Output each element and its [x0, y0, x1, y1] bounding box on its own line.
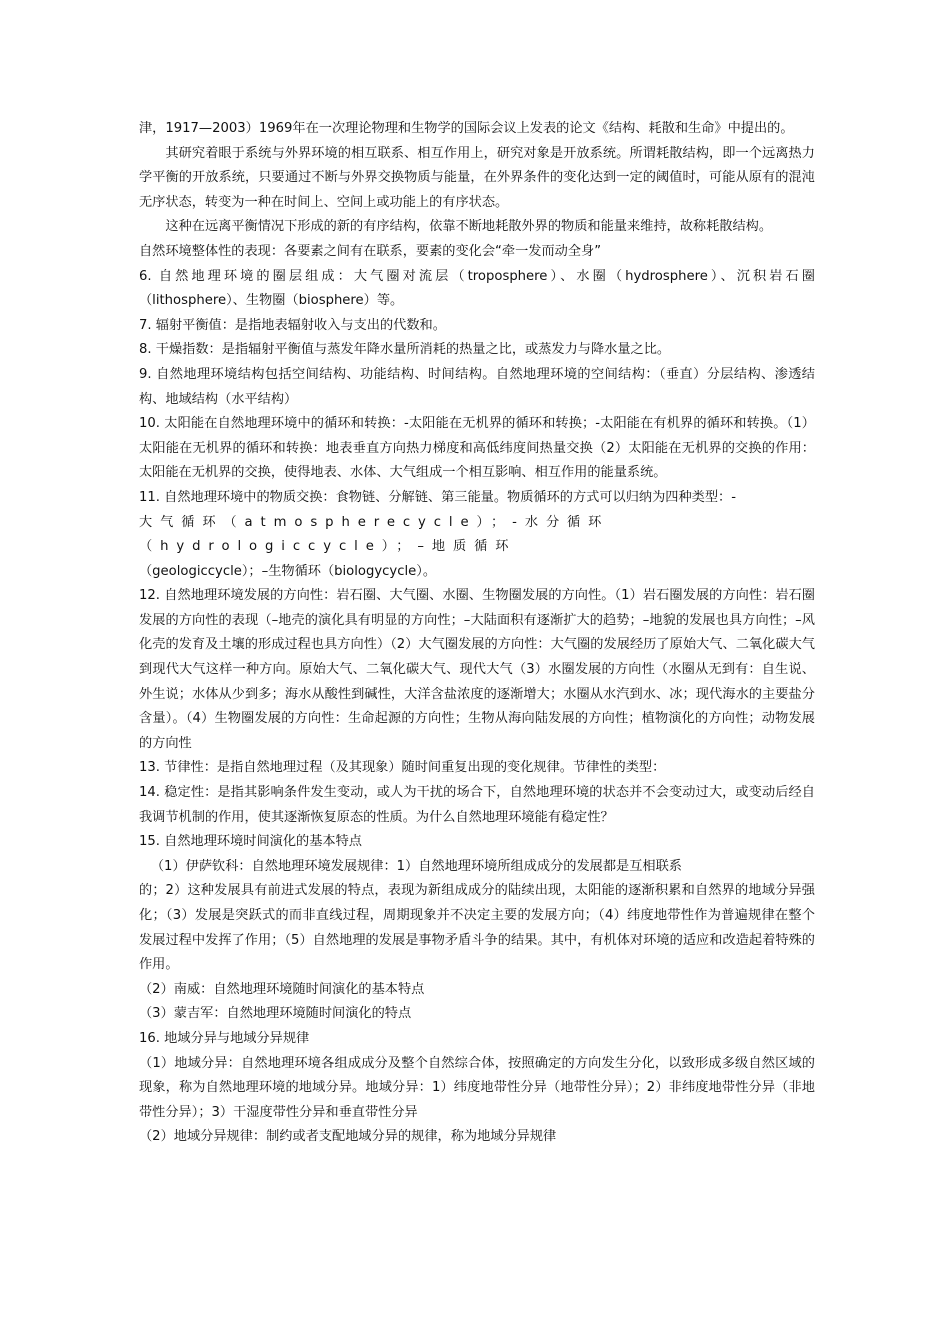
paragraph: 8. 干燥指数：是指辐射平衡值与蒸发年降水量所消耗的热量之比，或蒸发力与降水量之比。 — [139, 342, 671, 358]
paragraph: 15. 自然地理环境时间演化的基本特点 — [139, 834, 362, 850]
paragraph: （3）蒙吉军：自然地理环境随时间演化的特点 — [139, 1006, 412, 1022]
paragraph: 大气循环（atmospherecycle）；-水分循环（hydrologiccycle）；–地质循环 — [139, 514, 610, 555]
paragraph: 津，1917—2003）1969年在一次理论物理和生物学的国际会议上发表的论文《结构、耗散和生命》中提出的。 — [139, 121, 794, 136]
paragraph: 9. 自然地理环境结构包括空间结构、功能结构、时间结构。自然地理环境的空间结构：（垂直）分层结构、渗透结构、地域结构（水平结构） — [139, 366, 815, 407]
paragraph: （1）地域分异：自然地理环境各组成成分及整个自然综合体，按照确定的方向发生分化，以致形成多级自然区域的现象，称为自然地理环境的地域分异。地域分异：1）纬度地带性分异（地带性分异）；2）非纬度地带性分异（非地带性分异）；3）干湿度带性分异和垂直带性分异 — [139, 1055, 815, 1120]
paragraph: 14. 稳定性：是指其影响条件发生变动，或人为干扰的场合下，自然地理环境的状态并不会变动过大，或变动后经自我调节机制的作用，使其逐渐恢复原态的性质。为什么自然地理环境能有稳定性？ — [139, 785, 815, 825]
paragraph: 10. 太阳能在自然地理环境中的循环和转换：-太阳能在无机界的循环和转换；-太阳能在有机界的循环和转换。（1）太阳能在无机界的循环和转换：地表垂直方向热力梯度和高低纬度间热量交换（2）太阳能在无机界的交换的作用：太阳能在无机界的交换，使得地表、水体、大气组成一个相互影响、相互作用的能量系统。 — [139, 416, 815, 481]
paragraph: 7. 辐射平衡值：是指地表辐射收入与支出的代数和。 — [139, 317, 446, 333]
paragraph: 这种在远离平衡情况下形成的新的有序结构，依靠不断地耗散外界的物质和能量来维持，故称耗散结构。 — [165, 219, 773, 235]
paragraph: 13. 节律性：是指自然地理过程（及其现象）随时间重复出现的变化规律。节律性的类型： — [139, 760, 666, 776]
paragraph: 11. 自然地理环境中的物质交换：食物链、分解链、第三能量。物质循环的方式可以归纳为四种类型：- — [139, 489, 736, 505]
paragraph: 其研究着眼于系统与外界环境的相互联系、相互作用上，研究对象是开放系统。所谓耗散结构，即一个远离热力学平衡的开放系统，只要通过不断与外界交换物质与能量，在外界条件的变化达到一定的阈值时，可能从原有的混沌无序状态，转变为一种在时间上、空间上或功能上的有序状态。 — [139, 145, 815, 210]
paragraph: 12. 自然地理环境发展的方向性：岩石圈、大气圈、水圈、生物圈发展的方向性。（1）岩石圈发展的方向性：岩石圈发展的方向性的表现（–地壳的演化具有明显的方向性；–大陆面积有逐渐扩大的趋势；–地貌的发展也具方向性；–风化壳的发育及土壤的形成过程也具方向性）（2）大气圈发展的方向性：大气圈的发展经历了原始大气、二氧化碳大气到现代大气这样一种方向。原始大气、二氧化碳大气、现代大气（3）水圈发展的方向性（水圈从无到有：自生说、外生说；水体从少到多；海水从酸性到碱性，大洋含盐浓度的逐渐增大；水圈从水汽到水、冰；现代海水的主要盐分含量）。（4）生物圈发展的方向性：生命起源的方向性；生物从海向陆发展的方向性；植物演化的方向性；动物发展的方向性 — [139, 588, 815, 751]
paragraph: 16. 地域分异与地域分异规律 — [139, 1030, 310, 1046]
paragraph: （2）南威：自然地理环境随时间演化的基本特点 — [139, 981, 425, 997]
paragraph: （1）伊萨钦科：自然地理环境发展规律：1）自然地理环境所组成成分的发展都是互相联系 — [150, 858, 682, 874]
paragraph: （2）地域分异规律：制约或者支配地域分异的规律，称为地域分异规律 — [139, 1129, 557, 1145]
document-body — [139, 117, 815, 1150]
paragraph: 的；2）这种发展具有前进式发展的特点，表现为新组成成分的陆续出现，太阳能的逐渐积累和自然界的地域分异强化；（3）发展是突跃式的而非直线过程，周期现象并不决定主要的发展方向；（4）纬度地带性作为普遍规律在整个发展过程中发挥了作用；（5）自然地理的发展是事物矛盾斗争的结果。其中，有机体对环境的适应和改造起着特殊的作用。 — [139, 883, 815, 973]
paragraph: 自然环境整体性的表现：各要素之间有在联系，要素的变化会“牵一发而动全身” — [139, 243, 602, 259]
paragraph: （geologiccycle）；–生物循环（biologycycle）。 — [139, 563, 437, 579]
paragraph: 6. 自然地理环境的圈层组成：大气圈对流层（troposphere）、水圈（hydrosphere）、沉积岩石圈（lithosphere）、生物圈（biosphere）等。 — [139, 268, 815, 309]
